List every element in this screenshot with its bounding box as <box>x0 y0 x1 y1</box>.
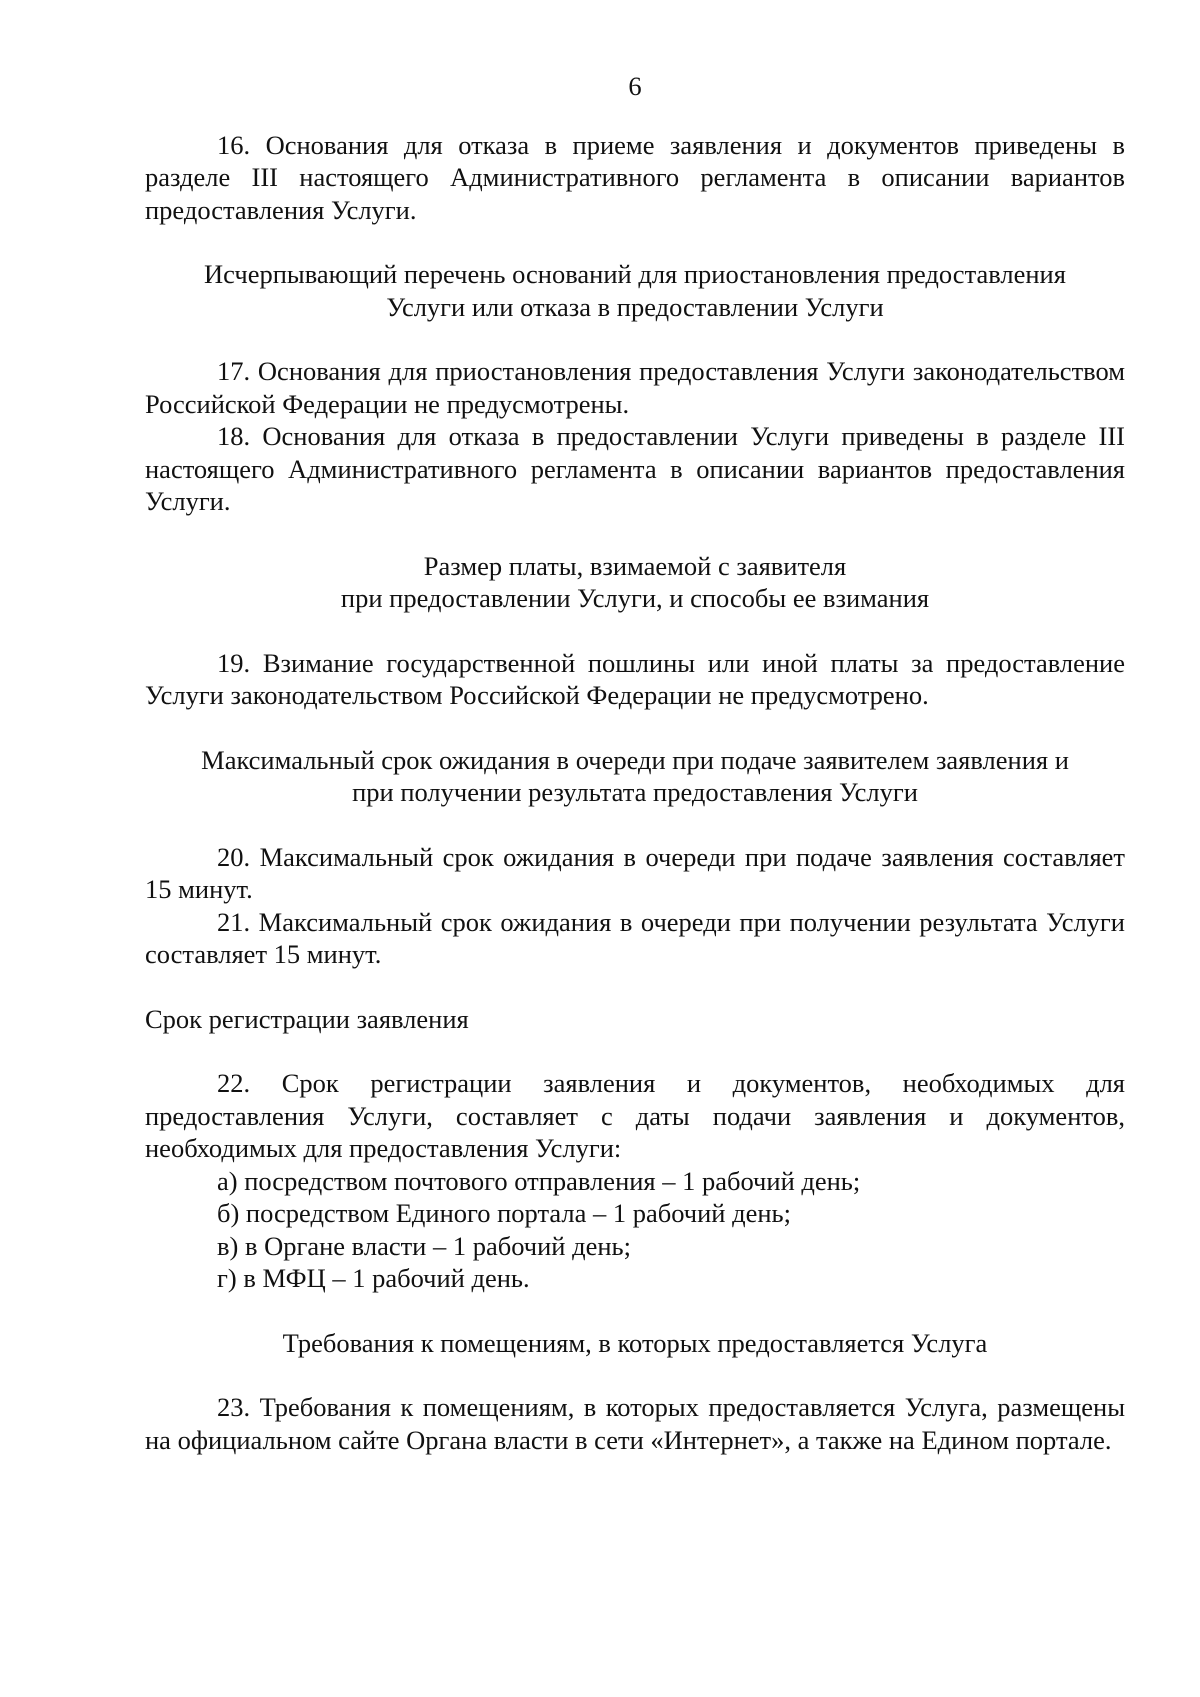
list-item: б) посредством Единого портала – 1 рабочий день; <box>217 1198 791 1228</box>
section-heading-registration: Срок регистрации заявления <box>145 1003 469 1034</box>
paragraph-19: 19. Взимание государственной пошлины или иной платы за предоставление Услуги законодательством Российской Федерации не предусмотрено. <box>145 647 1125 710</box>
section-heading-fee <box>145 550 1125 615</box>
heading-line: Максимальный срок ожидания в очереди при подаче заявителем заявления и <box>201 744 1069 775</box>
section-heading-queue <box>145 744 1125 809</box>
paragraph-21: 21. Максимальный срок ожидания в очереди при получении результата Услуги составляет 15 минут. <box>145 906 1125 969</box>
page-number: 6 <box>628 71 642 101</box>
document-page <box>145 70 1125 1456</box>
heading-line: Услуги или отказа в предоставлении Услуги <box>386 291 884 322</box>
heading-line: при предоставлении Услуги, и способы ее взимания <box>340 583 930 613</box>
paragraph-16: 16. Основания для отказа в приеме заявления и документов приведены в разделе III настоящего Административного регламента в описании вариантов предоставления Услуги. <box>145 129 1125 225</box>
list-item: г) в МФЦ – 1 рабочий день. <box>217 1263 530 1293</box>
heading-line: Исчерпывающий перечень оснований для приостановления предоставления <box>204 259 1066 289</box>
heading-line: Размер платы, взимаемой с заявителя <box>423 550 847 581</box>
section-heading-suspension <box>145 258 1125 323</box>
paragraph-20: 20. Максимальный срок ожидания в очереди при подаче заявления составляет 15 минут. <box>145 841 1125 904</box>
heading-line: при получении результата предоставления Услуги <box>352 777 918 807</box>
list-item: в) в Органе власти – 1 рабочий день; <box>217 1230 631 1261</box>
paragraph-18: 18. Основания для отказа в предоставлении Услуги приведены в разделе III настоящего Административного регламента в описании вариантов предоставления Услуги. <box>145 421 1125 516</box>
list-item: а) посредством почтового отправления – 1 рабочий день; <box>217 1165 861 1196</box>
paragraph-22: 22. Срок регистрации заявления и документов, необходимых для предоставления Услуги, составляет с даты подачи заявления и документов, необходимых для предоставления Услуги: <box>145 1068 1125 1163</box>
paragraph-17: 17. Основания для приостановления предоставления Услуги законодательством Российской Федерации не предусмотрены. <box>145 356 1125 419</box>
section-heading-premises: Требования к помещениям, в которых предоставляется Услуга <box>282 1327 988 1358</box>
paragraph-23: 23. Требования к помещениям, в которых предоставляется Услуга, размещены на официальном сайте Органа власти в сети «Интернет», а также на Едином портале. <box>145 1392 1125 1455</box>
